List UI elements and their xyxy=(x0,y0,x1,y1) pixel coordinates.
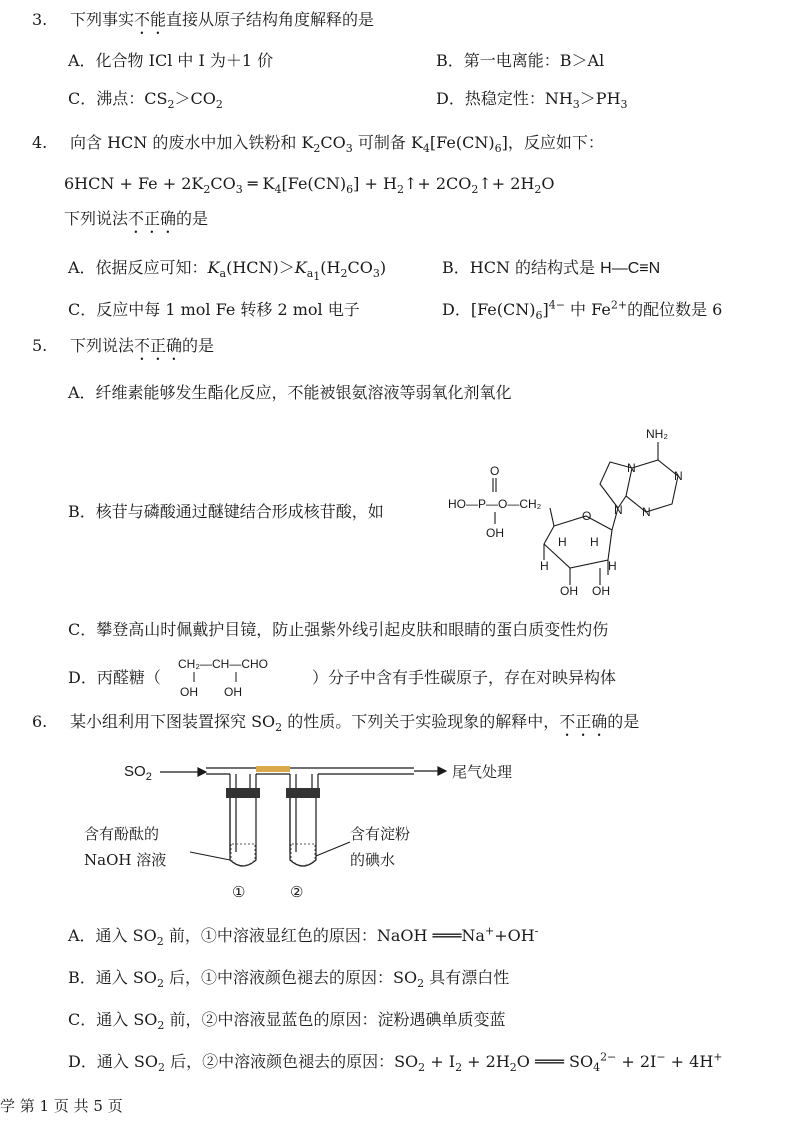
option-d-tail: ）分子中含有手性碳原子，存在对映异构体 xyxy=(312,668,617,687)
svg-text:H: H xyxy=(608,559,617,573)
question-number: 3. xyxy=(32,10,48,29)
option-d[interactable]: D．$[Fe(CN)_6]^{4-}$ 中 $Fe^{2+}$的配位数是 6 xyxy=(442,298,723,323)
option-b[interactable]: B．HCN 的结构式是 H—C≡N xyxy=(442,258,661,277)
svg-text:O: O xyxy=(490,464,500,478)
amino-group: NH₂ xyxy=(646,427,668,441)
option-d[interactable]: D．通入 $SO_2$ 后，②中溶液颜色褪去的原因：$SO_2 + I_2 + 2H_2O$ ═══ $SO_4^{2-} + 2I^- + 4H^+$ xyxy=(68,1050,723,1075)
right-solution-label-1: 含有淀粉 xyxy=(350,825,411,843)
svg-text:OH: OH xyxy=(560,584,578,598)
option-a[interactable]: A．化合物 ICl 中 I 为＋1 价 xyxy=(68,51,274,70)
option-a[interactable]: A．通入 $SO_2$ 前，①中溶液显红色的原因：NaOH ═══Na++OH- xyxy=(68,924,539,949)
question-number: 4. xyxy=(32,133,48,152)
option-d[interactable]: D．热稳定性：$NH_3>PH_3$ xyxy=(436,89,628,112)
left-solution-label-1: 含有酚酞的 xyxy=(84,825,160,843)
option-b[interactable]: B．通入 $SO_2$ 后，①中溶液颜色褪去的原因：$SO_2$ 具有漂白性 xyxy=(68,968,510,991)
page-footer: 学 第 1 页 共 5 页 xyxy=(0,1097,123,1115)
reaction-equation: $6HCN + Fe + 2K_2CO_3$ ═ $K_4[Fe(CN)_6]$ + $H_2↑+$ $2CO_2↑+ 2H_2O$ xyxy=(64,174,555,197)
option-c[interactable]: C．反应中每 1 mol Fe 转移 2 mol 电子 xyxy=(68,300,360,319)
svg-text:OH: OH xyxy=(592,584,610,598)
svg-text:N: N xyxy=(627,461,636,475)
question-number: 5. xyxy=(32,336,48,355)
option-c[interactable]: C．通入 $SO_2$ 前，②中溶液显蓝色的原因：淀粉遇碘单质变蓝 xyxy=(68,1010,506,1033)
tail-gas-label: 尾气处理 xyxy=(452,763,513,781)
svg-text:CH₂—CH—CHO: CH₂—CH—CHO xyxy=(178,657,268,671)
svg-text:H: H xyxy=(540,559,549,573)
question-number: 6. xyxy=(32,712,48,731)
option-d[interactable]: D．丙醛糖（ xyxy=(68,668,161,687)
tube-1-label: ① xyxy=(232,883,246,901)
svg-text:N: N xyxy=(674,469,683,483)
glyceraldehyde-structure xyxy=(172,652,312,702)
right-solution-label-2: 的碘水 xyxy=(350,851,396,869)
option-a[interactable]: A．纤维素能够发生酯化反应，不能被银氨溶液等弱氧化剂氧化 xyxy=(68,383,512,402)
option-c[interactable]: C．攀登高山时佩戴护目镜，防止强紫外线引起皮肤和眼睛的蛋白质变性灼伤 xyxy=(68,620,609,639)
svg-text:N: N xyxy=(642,505,651,519)
svg-text:H: H xyxy=(558,535,567,549)
question-stem: 某小组利用下图装置探究 $SO_2$ 的性质。下列关于实验现象的解释中，不正确的是 xyxy=(70,712,640,735)
left-solution-label-2: NaOH 溶液 xyxy=(84,851,167,869)
svg-text:H: H xyxy=(590,535,599,549)
svg-text:OH: OH xyxy=(180,685,198,699)
option-b[interactable]: B．第一电离能：B＞Al xyxy=(436,51,605,70)
question-stem: 向含 HCN 的废水中加入铁粉和 $K_2CO_3$ 可制备 $K_4[Fe(CN)_6]$，反应如下： xyxy=(70,133,604,156)
svg-text:OH: OH xyxy=(224,685,242,699)
tube-2-label: ② xyxy=(290,883,304,901)
question-stem: 下列说法不正确的是 xyxy=(70,336,215,355)
option-b[interactable]: B．核苷与磷酸通过醚键结合形成核苷酸，如 xyxy=(68,502,384,521)
option-a[interactable]: A．依据反应可知：$K_a(HCN)>K_{a_1}(H_2CO_3)$ xyxy=(68,258,387,284)
svg-text:HO—P—O—CH₂: HO—P—O—CH₂ xyxy=(448,497,542,511)
so2-inlet-label: $SO_2$ xyxy=(124,763,152,783)
question-stem: 下列事实不能直接从原子结构角度解释的是 xyxy=(70,10,375,29)
svg-text:OH: OH xyxy=(486,526,504,540)
nucleotide-structure xyxy=(440,420,720,605)
svg-text:N: N xyxy=(614,503,623,517)
svg-text:O: O xyxy=(582,509,592,523)
option-c[interactable]: C．沸点：$CS_2>CO_2$ xyxy=(68,89,223,112)
question-prompt: 下列说法不正确的是 xyxy=(64,209,209,228)
